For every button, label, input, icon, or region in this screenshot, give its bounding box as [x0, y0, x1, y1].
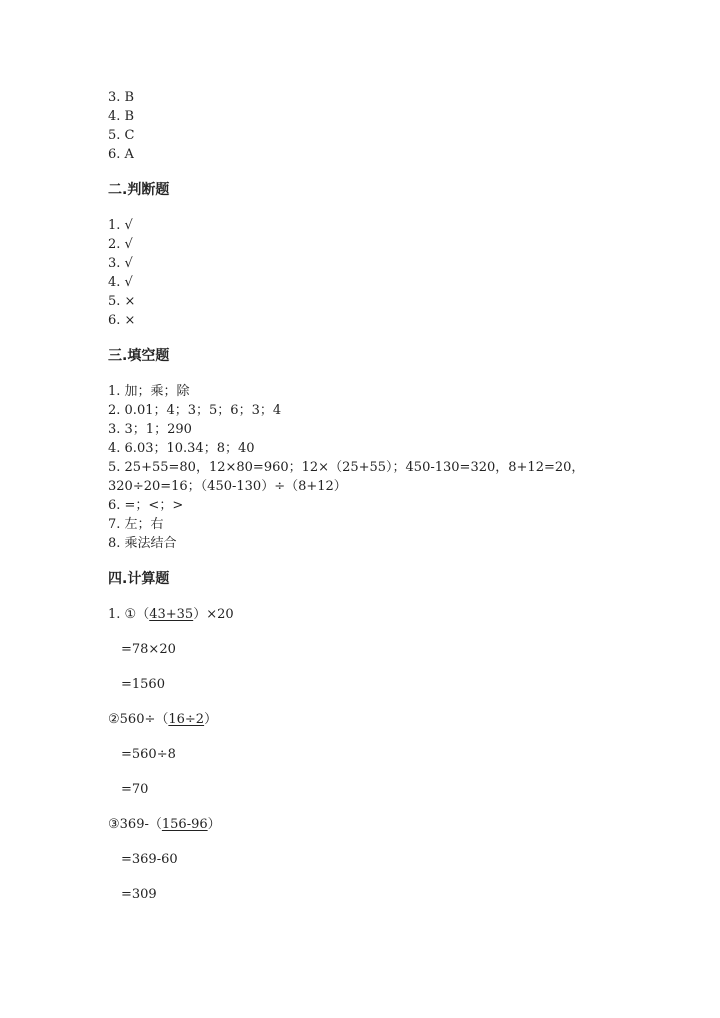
fill-answers: [108, 382, 668, 553]
judge-answer-4: 4. √: [108, 275, 133, 290]
fill-answer-4: 4. 6.03；10.34；8；40: [108, 441, 255, 456]
calc-q3-prefix: ③369-（: [108, 817, 162, 832]
choice-answer-4: 4. B: [108, 109, 135, 124]
calc-q2-underlined: 16÷2: [168, 712, 205, 727]
fill-answer-5: 5. 25+55=80，12×80=960；12×（25+55）；450-130=320，8+12=20，: [108, 460, 585, 475]
calc-q1-expression: [108, 605, 668, 624]
calc-q3-underlined: 156-96: [161, 817, 208, 832]
calc-answers: [108, 605, 668, 904]
fill-answer-3: 3. 3；1；290: [108, 422, 192, 437]
fill-answer-7: 7. 左；右: [108, 517, 164, 532]
calc-section-title: 四.计算题: [108, 571, 170, 587]
calc-q2-step1: =560÷8: [121, 747, 176, 762]
fill-answer-6: 6. =；<；>: [108, 498, 184, 513]
calc-q3-step1: =369-60: [121, 852, 178, 867]
judge-section-title: 二.判断题: [108, 182, 170, 198]
calc-q1-step1: =78×20: [121, 642, 176, 657]
choice-answers: [108, 88, 668, 164]
calc-q3-step2: =309: [121, 887, 157, 902]
calc-q2-step2: =70: [121, 782, 149, 797]
calc-q3-suffix: ）: [207, 817, 221, 832]
calc-q1-prefix: 1. ①（: [108, 607, 150, 622]
judge-answers: [108, 216, 668, 330]
fill-answer-8: 8. 乘法结合: [108, 536, 177, 551]
choice-answer-6: 6. A: [108, 147, 134, 162]
fill-answer-2: 2. 0.01；4；3；5；6；3；4: [108, 403, 282, 418]
judge-answer-2: 2. √: [108, 237, 133, 252]
calc-q1-suffix: ）×20: [193, 607, 234, 622]
judge-answer-5: 5. ×: [108, 294, 136, 309]
judge-answer-3: 3. √: [108, 256, 133, 271]
calc-q3-expression: [108, 815, 668, 834]
calc-q2-prefix: ②560÷（: [108, 712, 169, 727]
judge-answer-1: 1. √: [108, 218, 133, 233]
choice-answer-5: 5. C: [108, 128, 135, 143]
judge-answer-6: 6. ×: [108, 313, 136, 328]
calc-q1-underlined: 43+35: [149, 607, 194, 622]
fill-section-title: 三.填空题: [108, 348, 170, 364]
calc-q2-suffix: ）: [204, 712, 218, 727]
calc-q2-expression: [108, 710, 668, 729]
fill-answer-5-continued: 320÷20=16；（450-130）÷（8+12）: [108, 479, 347, 494]
calc-q1-step2: =1560: [121, 677, 165, 692]
choice-answer-3: 3. B: [108, 90, 135, 105]
fill-answer-1: 1. 加；乘；除: [108, 384, 190, 399]
answer-sheet: [108, 88, 668, 904]
